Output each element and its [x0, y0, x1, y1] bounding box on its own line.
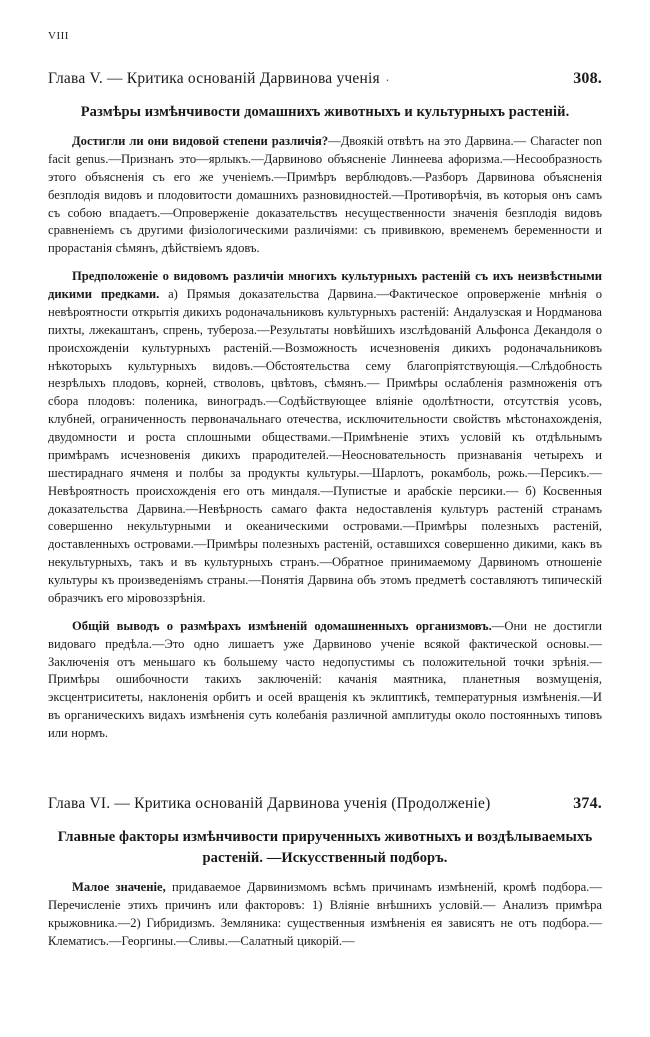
chapter-dotfill-v: . [385, 69, 392, 84]
chapter-page-v: 308. [573, 70, 602, 87]
chapter-entry-v [48, 70, 602, 88]
section-heading-2: Главные факторы измѣнчивости прирученныхъ животныхъ и воздѣлываемыхъ растенiй. —Искусственный подборъ. [57, 828, 593, 866]
toc-content [48, 58, 602, 960]
chapter-title-v: Глава V. — Критика основанiй Дарвинова ученiя [48, 70, 380, 87]
chapter-page-vi: 374. [573, 794, 602, 812]
chapter-entry-vi [48, 795, 602, 813]
toc-paragraph-2 [48, 268, 602, 608]
page-folio: VIII [48, 30, 69, 42]
section-heading-1: Размѣры измѣнчивости домашнихъ животныхъ и культурныхъ растенiй. [80, 104, 570, 120]
toc-paragraph-4 [48, 879, 602, 951]
toc-paragraph-4-lead: Малое значенiе, [72, 879, 166, 894]
toc-paragraph-2-text: a) Прямыя доказательства Дарвина.—Фактическое опроверженiе мнѣнiя о невѣроятности открытiя дикихъ родоначальниковъ культурныхъ растенiй: Андалузская и Нордманова пихты, лжекаштанъ, спрень, туберозa.—Результаты новѣйшихъ изслѣдованiй Альфонса Декандоля о происхожденiи культурныхъ растенiй.—Возможность исчезновенiя дикихъ родоначальниковъ нѣкоторыхъ культурныхъ видовъ.—Обстоятельства сему благопрiятствующiя.—Слѣдобность незрѣлыхъ плодовъ, корней, стволовъ, цвѣтовъ, сѣмянъ.— Примѣры ослабленiя размноженiя отъ сбора плодовъ: поленика, виноградъ.—Содѣйствующее влiянiе одолѣтности, отсутствiя усовъ, клубней, ограниченность первоначальнаго отечества, исключительности свойствъ мѣстонахожденiя, двудомности и роста сплошными обществами.—Примѣненiе этихъ условiй къ отдѣльнымъ примѣрамъ исчезновенiя дикихъ прародителей.—Неосновательность признаванiя четырехъ и шестираднаго ячменя и полбы за продукты культуры.—Шарлотъ, рокамболь, рожь.—Персикъ.—Невѣроятность происхожденiя его отъ миндаля.—Пупистые и арабскiе персики.— б) Косвенныя доказательства Дарвина.—Невѣрность самаго факта недоставленiя культуръ растенiй странамъ совершенно некультурными и океаническими островами.—Примѣры полезныхъ растенiй, доставленныхъ островами.—Примѣры полезныхъ растенiй, оставшихся совершенно дикими, какъ въ некультурныхъ, такъ и въ культурныхъ странъ.—Обратное принимаемому Дарвиномъ отношенiе культуры къ произведенiямъ страны.—Понятiя Дарвина объ этомъ предметѣ составляютъ типическiй образчикъ его мiровоззрѣнiя. [48, 287, 603, 605]
chapter-title-vi: Глава VI. — Критика основанiй Дарвинова ученiя (Продолженiе) [48, 794, 491, 812]
toc-paragraph-3 [48, 618, 602, 743]
toc-paragraph-3-text: —Они не достигли видоваго предѣла.—Это одно лишаетъ уже Дарвиново ученiе всякой фактической основы.—Заключенiя отъ меньшаго къ большему часто недопустимы съ положительной точки зрѣнiя.—Примѣры ошибочности такихъ заключенiй: качанiя маятника, планетныя возмущенiя, эксцентриситеты, наклоненiя орбитъ и осей вращенiя къ эклиптикѣ, температурныя измѣненiя.—И въ органическихъ видахъ измѣненiя суть колебанiя различной амплитуды около постоянныхъ типовъ или нормъ. [48, 618, 602, 741]
toc-paragraph-1-text: —Двоякiй отвѣтъ на это Дарвина.— Character non facit genus.—Признанъ это—ярлыкъ.—Дарвиново объясненiе Линнеева афоризма.—Несообразность этого объясненiя съ его же ученiемъ.—Примѣръ верблюдовъ.—Разборъ Дарвинова объясненiя безплодiя видовъ и плодовитости домашнихъ разновидностей.—Противорѣчiя, въ которыя онъ самъ съ собою впадаетъ.—Опроверженiе доказательствъ несущественности значенiя безплодiя видовъ сравненiемъ съ другими физiологическими различiями: съ прививкою, временемъ беременности и прорастанiя сѣмянъ, дѣйствiемъ ядовъ. [48, 134, 602, 256]
toc-paragraph-4-text: придаваемое Дарвинизмомъ всѣмъ причинамъ измѣненiй, кромѣ подбора.—Перечисленiе этихъ причинъ или факторовъ: 1) Влiянiе внѣшнихъ условiй.— Анализъ примѣра крыжовника.—2) Гибридизмъ. Земляника: существенныя измѣненiя ея зависятъ не отъ подбора.—Клематисъ.—Георгины.—Сливы.—Салатный цикорiй.— [48, 879, 603, 948]
toc-paragraph-1-lead: Достигли ли они видовой степени различiя? [72, 134, 329, 149]
toc-paragraph-1 [48, 133, 602, 258]
section-spacer [48, 753, 602, 769]
toc-paragraph-3-lead: Общiй выводъ о размѣрахъ измѣненiй одомашненныхъ организмовъ. [72, 618, 492, 633]
toc-paragraph-2-lead: Предположенiе о видовомъ различiи многихъ культурныхъ растенiй съ ихъ неизвѣстными дикими предками. [48, 269, 602, 302]
